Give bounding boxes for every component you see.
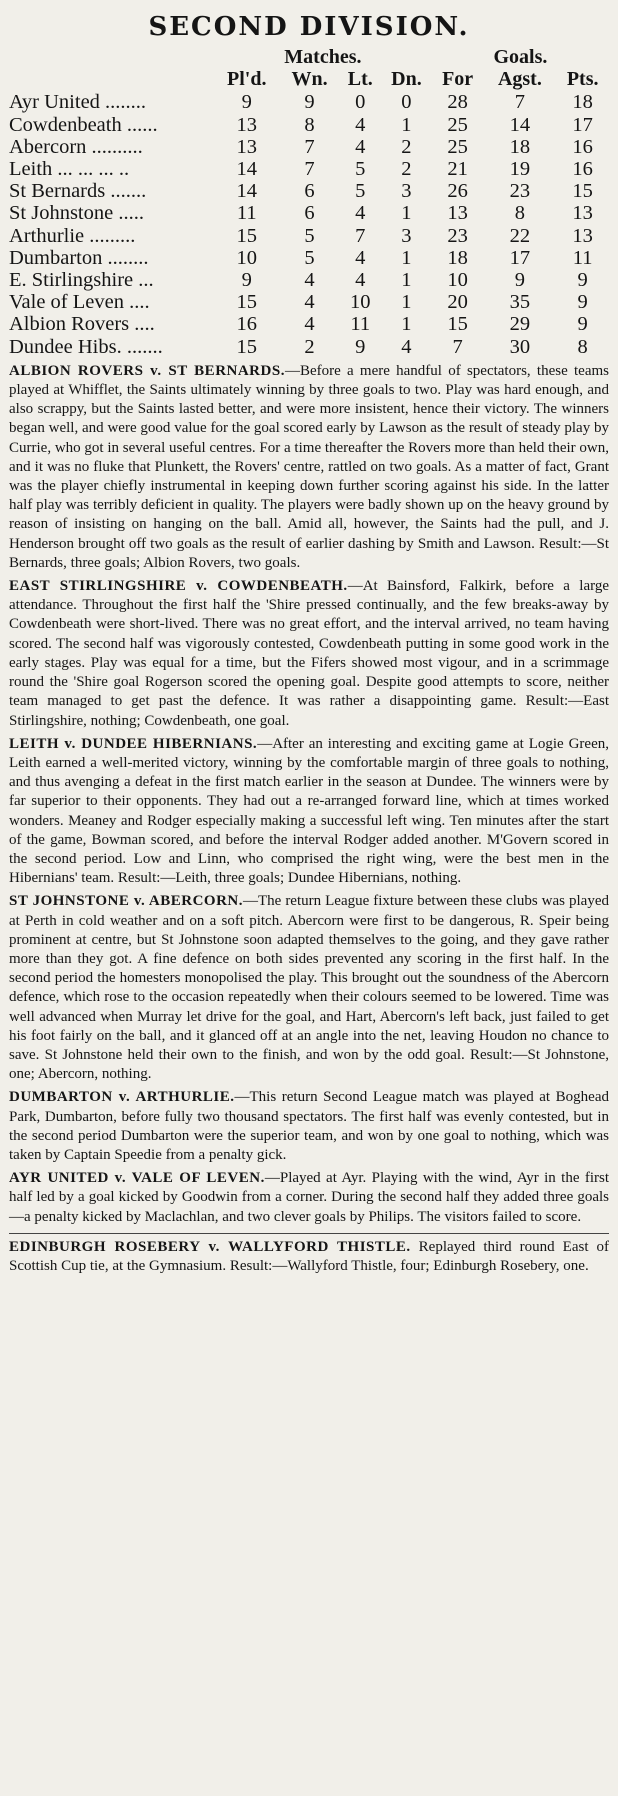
stat-drawn: 4 (401, 335, 412, 358)
table-row (9, 247, 609, 269)
match-report-headline: DUMBARTON v. ARTHURLIE. (9, 1089, 235, 1106)
stat-agst: 22 (509, 224, 531, 247)
stat-pld: 9 (241, 269, 252, 292)
match-report (9, 735, 609, 889)
stat-for: 7 (452, 335, 463, 358)
team-name: E. Stirlingshire ... (9, 269, 154, 292)
stat-for: 25 (447, 135, 468, 158)
goals-group-header: Goals. (493, 46, 548, 68)
table-row (9, 91, 609, 114)
stat-agst: 7 (514, 91, 526, 114)
match-report-body: —Played at Ayr. Playing with the wind, Ayr in the first half led by a goal kicked by Goodwin from a corner. During the second half they added three goals—a penalty kicked by Maclachlan, and two clever goals by Philips. The visitors failed to score. (9, 1170, 609, 1225)
stat-drawn: 1 (401, 113, 412, 136)
stat-drawn: 0 (401, 91, 412, 114)
stat-drawn: 1 (401, 313, 412, 336)
col-header: Pl'd. (227, 68, 267, 91)
stat-pts: 8 (577, 335, 588, 358)
stat-for: 10 (447, 269, 468, 292)
match-report (9, 1169, 609, 1227)
stat-pld: 13 (236, 135, 257, 158)
stat-agst: 35 (509, 291, 531, 314)
team-name: St Bernards ....... (9, 180, 147, 203)
stat-lost: 5 (355, 158, 366, 181)
matches-group-header: Matches. (284, 46, 362, 68)
col-header: Wn. (291, 68, 328, 91)
match-report (9, 892, 609, 1084)
stat-drawn: 2 (401, 135, 412, 158)
stat-lost: 10 (350, 291, 371, 314)
stat-pts: 16 (572, 135, 593, 158)
table-row (9, 114, 609, 136)
stat-won: 8 (304, 113, 315, 136)
match-report-headline: EAST STIRLINGSHIRE v. COWDENBEATH. (9, 578, 348, 595)
stat-agst: 23 (509, 180, 531, 203)
stat-pts: 11 (572, 246, 593, 269)
stat-for: 21 (447, 158, 468, 181)
stat-won: 2 (304, 335, 315, 358)
team-name: Arthurlie ......... (9, 224, 136, 247)
team-name: Leith ... ... ... .. (9, 158, 130, 181)
stat-won: 4 (304, 313, 315, 336)
stat-drawn: 3 (401, 180, 412, 203)
stat-won: 7 (304, 158, 315, 181)
col-header: For (442, 68, 474, 91)
stat-pts: 9 (577, 269, 588, 292)
match-report-headline: ALBION ROVERS v. ST BERNARDS. (9, 362, 285, 379)
col-header: Lt. (347, 68, 373, 91)
stat-pts: 13 (572, 202, 593, 225)
stat-won: 6 (304, 202, 315, 225)
stat-pts: 15 (572, 180, 593, 203)
stat-pld: 9 (241, 91, 252, 114)
team-name: Dundee Hibs. ....... (9, 335, 163, 358)
stat-agst: 8 (514, 202, 526, 225)
stat-pld: 15 (236, 291, 257, 314)
team-name: Ayr United ........ (9, 91, 147, 114)
stat-pld: 10 (236, 246, 257, 269)
stat-lost: 4 (355, 113, 366, 136)
match-report-headline: LEITH v. DUNDEE HIBERNIANS. (9, 735, 258, 752)
stat-pts: 18 (572, 91, 593, 114)
stat-won: 5 (304, 224, 315, 247)
stat-won: 4 (304, 291, 315, 314)
stat-lost: 5 (355, 180, 366, 203)
stat-won: 5 (304, 246, 315, 269)
match-report-headline: ST JOHNSTONE v. ABERCORN. (9, 893, 243, 910)
stat-for: 13 (447, 202, 468, 225)
stat-won: 6 (304, 180, 315, 203)
stat-drawn: 1 (401, 269, 412, 292)
stat-for: 20 (447, 291, 468, 314)
stat-drawn: 1 (401, 202, 412, 225)
table-row (9, 313, 609, 335)
stat-agst: 17 (509, 246, 531, 269)
match-report-body: —The return League fixture between these clubs was played at Perth in cold weather and on a soft pitch. Abercorn were first to be dangerous, R. Speir being prominent at centre, but St Johnstone soon adapted themselves to the going, and they gave rather more than they got. A fine defence on both sides prevented any scoring in the first half. In the second period the homesters monopolised the play. This brought out the soundness of the Abercorn defence, which rose to the occasion repeatedly when their colours seemed to be lowered. Time was well advanced when Murray let drive for the goal, and Hart, Abercorn's left back, just failed to get his foot fairly on the ball, and it glanced off at an angle into the net, leaving Houdon no chance to save. St Johnstone held their own to the finish, and won by the odd goal. Result:—St Johnstone, one; Abercorn, nothing. (9, 893, 609, 1083)
stat-pts: 13 (572, 224, 593, 247)
stat-agst: 29 (509, 313, 531, 336)
stat-lost: 4 (355, 269, 366, 292)
col-header: Agst. (497, 68, 542, 91)
match-report-headline: EDINBURGH ROSEBERY v. WALLYFORD THISTLE. (9, 1238, 411, 1255)
stat-for: 15 (447, 313, 468, 336)
stat-won: 4 (304, 269, 315, 292)
stat-lost: 11 (350, 313, 371, 336)
team-name: Albion Rovers .... (9, 313, 155, 336)
stat-agst: 14 (509, 113, 531, 136)
table-row (9, 269, 609, 291)
match-report-body: —At Bainsford, Falkirk, before a large attendance. Throughout the first half the 'Shire pressed continually, and the few breaks-away by Cowdenbeath were short-lived. There was no great effort, and the interval arrived, no team having scored. The second half was vigorously contested, Cowdenbeath putting in some good work in the early stages. Play was equal for a time, but the Fifers showed most vigour, and in a scrimmage round the 'Shire goal Rogerson scored the opening goal. Despite good attempts to score, neither team managed to get past the defence. It was rather a disappointing game. Result:—East Stirlingshire, nothing; Cowdenbeath, one goal. (9, 578, 609, 729)
stat-for: 25 (447, 113, 468, 136)
match-report-body: Replayed third round East of Scottish Cup tie, at the Gymnasium. Result:—Wallyford Thistle, four; Edinburgh Rosebery, one. (9, 1238, 610, 1274)
stat-pts: 9 (577, 291, 588, 314)
stat-pld: 15 (236, 335, 257, 358)
team-name: Abercorn .......... (9, 135, 143, 158)
stat-agst: 18 (509, 135, 531, 158)
stat-pld: 13 (236, 113, 257, 136)
table-row (9, 336, 609, 358)
match-reports (9, 362, 609, 1227)
stat-for: 18 (447, 246, 468, 269)
match-report-body: —Before a mere handful of spectators, these teams played at Whifflet, the Saints ultimately winning by three goals to two. Play was hard enough, and also scrappy, but the Saints lasted better, and were more insistent, hence their victory. The winners began well, and were good value for the goal scored early by Lawson as the result of steady play by Currie, who got in several useful centres. For a time thereafter the Rovers more than held their own, and it was no fluke that Plunkett, the Rovers' centre, rattled on two goals. As a matter of fact, Grant was the player chiefly instrumental in keeping down further scoring against his side. In the latter half play was terribly deficient in quality. The players were badly shown up on the heavy ground by reason of insisting on hanging on the ball. Amid all, however, the Saints had the pull, and J. Henderson brought off two goals as the result of earlier dashing by Smith and Lawson. Result:—St Bernards, three goals; Albion Rovers, two goals. (9, 362, 609, 571)
col-header: Pts. (566, 68, 599, 91)
stat-lost: 4 (355, 246, 366, 269)
match-report (9, 1238, 609, 1276)
stat-lost: 7 (355, 224, 366, 247)
league-table (9, 46, 609, 358)
stat-lost: 4 (355, 135, 366, 158)
table-row (9, 158, 609, 180)
divider (9, 1233, 609, 1234)
stat-agst: 9 (514, 269, 526, 292)
match-report-body: —After an interesting and exciting game at Logie Green, Leith earned a well-merited victory, winning by the comfortable margin of three goals to nothing, and thus avenging a defeat in the first match earlier in the season at Dundee. The winners were by far superior to their opponents. They had out a re-arranged forward line, which at times worked wonders. Meaney and Rodger especially making a successful left wing. Ten minutes after the start of the game, Bowman scored, and before the interval Rodger added another. M'Govern scored in the second period. Low and Linn, who comprised the right wing, were the best men in the Hibernians' team. Result:—Leith, three goals; Dundee Hibernians, nothing. (9, 735, 609, 887)
stat-agst: 30 (509, 335, 531, 358)
stat-for: 23 (447, 224, 468, 247)
stat-lost: 4 (355, 202, 366, 225)
stat-won: 7 (304, 135, 315, 158)
stat-pld: 16 (236, 313, 257, 336)
stat-pld: 14 (236, 158, 257, 181)
stat-lost: 9 (355, 335, 366, 358)
stat-pld: 15 (236, 224, 257, 247)
col-header: Dn. (391, 68, 422, 91)
match-report (9, 577, 609, 731)
stat-pld: 11 (236, 202, 257, 225)
section-title: SECOND DIVISION. (148, 12, 470, 42)
table-row (9, 180, 609, 202)
table-row (9, 202, 609, 224)
match-report-headline: AYR UNITED v. VALE OF LEVEN. (9, 1170, 265, 1187)
stat-pts: 9 (577, 313, 588, 336)
team-name: Cowdenbeath ...... (9, 113, 158, 136)
stat-lost: 0 (355, 91, 366, 114)
match-report-body: —This return Second League match was played at Boghead Park, Dumbarton, before fully two thousand spectators. The first half was evenly contested, but in the second period Dumbarton were the superior team, and won by one goal to nothing, which was taken by Captain Speedie from a penalty gick. (9, 1089, 609, 1163)
stat-agst: 19 (509, 158, 531, 181)
table-row (9, 225, 609, 247)
stat-drawn: 1 (401, 291, 412, 314)
table-row (9, 136, 609, 158)
table-row (9, 291, 609, 313)
stat-pts: 16 (572, 158, 593, 181)
league-table-body (9, 91, 609, 358)
stat-drawn: 3 (401, 224, 412, 247)
team-name: Vale of Leven .... (9, 291, 150, 314)
stat-drawn: 1 (401, 246, 412, 269)
match-report (9, 362, 609, 573)
match-report (9, 1088, 609, 1165)
team-name: St Johnstone ..... (9, 202, 144, 225)
stat-pts: 17 (572, 113, 593, 136)
stat-for: 26 (447, 180, 468, 203)
stat-for: 28 (447, 91, 468, 114)
team-name: Dumbarton ........ (9, 246, 149, 269)
stat-drawn: 2 (401, 158, 412, 181)
stat-won: 9 (304, 91, 315, 114)
stat-pld: 14 (236, 180, 257, 203)
